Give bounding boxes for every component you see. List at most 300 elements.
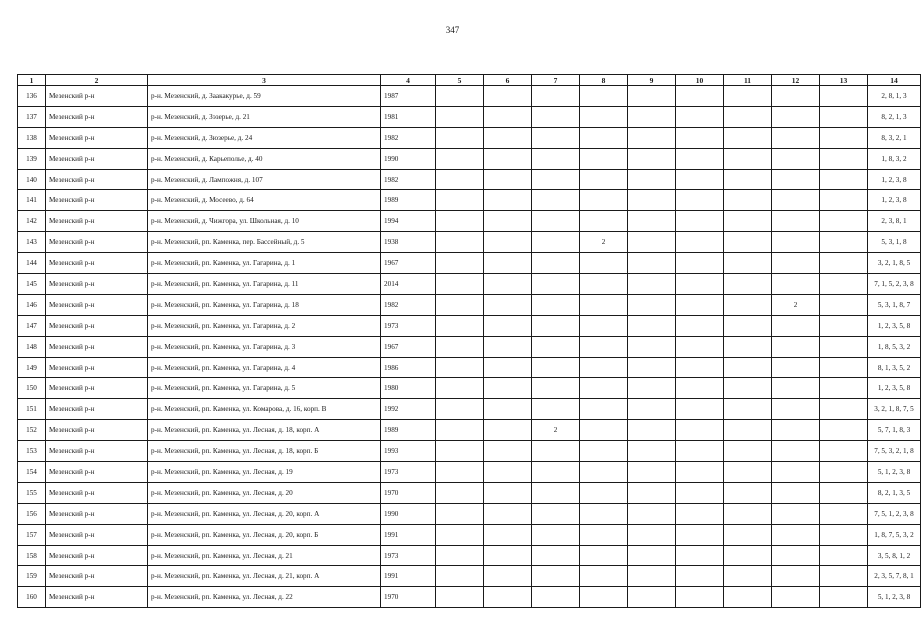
table-cell: Мезенский р-н xyxy=(46,86,148,107)
table-cell: Мезенский р-н xyxy=(46,441,148,462)
table-cell: р-н. Мезенский, рп. Каменка, ул. Лесная, д. 21, корп. А xyxy=(148,566,381,587)
table-cell xyxy=(484,378,532,399)
table-cell xyxy=(676,274,724,295)
table-row xyxy=(18,399,921,420)
table-cell xyxy=(484,482,532,503)
table-cell xyxy=(676,169,724,190)
table-cell: 148 xyxy=(18,336,46,357)
table-cell: 2 xyxy=(580,232,628,253)
table-cell: 1990 xyxy=(381,148,436,169)
table-cell xyxy=(724,169,772,190)
table-cell xyxy=(724,420,772,441)
table-cell xyxy=(724,274,772,295)
table-cell: 1973 xyxy=(381,545,436,566)
table-row xyxy=(18,148,921,169)
table-cell xyxy=(484,127,532,148)
table-row xyxy=(18,106,921,127)
table-cell: р-н. Мезенский, рп. Каменка, ул. Гагарина, д. 1 xyxy=(148,253,381,274)
table-cell: 150 xyxy=(18,378,46,399)
table-cell: р-н. Мезенский, д. Мосеево, д. 64 xyxy=(148,190,381,211)
table-row xyxy=(18,336,921,357)
table-cell xyxy=(676,232,724,253)
table-cell xyxy=(772,357,820,378)
table-cell xyxy=(724,232,772,253)
page-number: 347 xyxy=(445,25,460,35)
column-header: 9 xyxy=(628,75,676,86)
table-cell: р-н. Мезенский, рп. Каменка, ул. Гагарина, д. 3 xyxy=(148,336,381,357)
table-cell: р-н. Мезенский, рп. Каменка, ул. Гагарина, д. 2 xyxy=(148,315,381,336)
table-row xyxy=(18,420,921,441)
table-cell xyxy=(580,169,628,190)
table-cell xyxy=(724,315,772,336)
table-cell: 139 xyxy=(18,148,46,169)
column-header: 3 xyxy=(148,75,381,86)
table-cell xyxy=(628,420,676,441)
table-body xyxy=(18,86,921,608)
table-row xyxy=(18,503,921,524)
table-cell xyxy=(772,566,820,587)
table-cell xyxy=(484,232,532,253)
table-cell: 1, 2, 3, 8 xyxy=(868,190,921,211)
table-cell xyxy=(532,294,580,315)
table-cell xyxy=(772,148,820,169)
table-cell: 141 xyxy=(18,190,46,211)
table-cell xyxy=(628,127,676,148)
table-cell xyxy=(820,420,868,441)
column-header: 1 xyxy=(18,75,46,86)
table-cell xyxy=(820,169,868,190)
table-cell xyxy=(484,336,532,357)
table-cell: 1993 xyxy=(381,441,436,462)
table-cell xyxy=(676,106,724,127)
table-cell xyxy=(724,482,772,503)
table-cell xyxy=(532,274,580,295)
table-cell: 1, 2, 3, 8 xyxy=(868,169,921,190)
column-header: 5 xyxy=(436,75,484,86)
table-cell: Мезенский р-н xyxy=(46,378,148,399)
table-cell xyxy=(820,441,868,462)
table-cell: 2, 8, 1, 3 xyxy=(868,86,921,107)
table-cell xyxy=(484,462,532,483)
table-cell xyxy=(820,524,868,545)
table-cell xyxy=(820,148,868,169)
table-cell: Мезенский р-н xyxy=(46,127,148,148)
table-cell: 1973 xyxy=(381,315,436,336)
table-cell xyxy=(724,524,772,545)
table-cell xyxy=(820,545,868,566)
table-cell xyxy=(772,211,820,232)
table-cell xyxy=(436,441,484,462)
table-cell xyxy=(628,190,676,211)
table-cell xyxy=(532,232,580,253)
table-cell xyxy=(772,232,820,253)
table-cell xyxy=(820,294,868,315)
table-cell xyxy=(484,315,532,336)
table-cell xyxy=(628,294,676,315)
table-cell xyxy=(436,336,484,357)
table-cell xyxy=(436,482,484,503)
table-cell xyxy=(628,482,676,503)
table-cell xyxy=(436,127,484,148)
table-cell xyxy=(436,106,484,127)
table-cell xyxy=(628,462,676,483)
table-cell xyxy=(724,503,772,524)
table-cell xyxy=(676,127,724,148)
table-cell: 8, 1, 3, 5, 2 xyxy=(868,357,921,378)
table-cell: Мезенский р-н xyxy=(46,190,148,211)
table-cell xyxy=(772,253,820,274)
table-cell xyxy=(628,106,676,127)
table-cell xyxy=(724,566,772,587)
table-cell xyxy=(484,357,532,378)
table-cell: 3, 5, 8, 1, 2 xyxy=(868,545,921,566)
table-cell: р-н. Мезенский, рп. Каменка, пер. Бассейный, д. 5 xyxy=(148,232,381,253)
table-cell xyxy=(772,274,820,295)
table-cell xyxy=(436,274,484,295)
table-cell xyxy=(724,545,772,566)
table-cell: 157 xyxy=(18,524,46,545)
table-cell xyxy=(484,253,532,274)
table-cell xyxy=(532,587,580,608)
table-cell xyxy=(820,232,868,253)
table-cell: 1989 xyxy=(381,420,436,441)
table-cell xyxy=(580,482,628,503)
table-cell: Мезенский р-н xyxy=(46,357,148,378)
table-cell: 149 xyxy=(18,357,46,378)
table-cell xyxy=(532,503,580,524)
table-cell xyxy=(772,524,820,545)
table-cell: 1967 xyxy=(381,336,436,357)
table-cell xyxy=(676,211,724,232)
table-cell: 5, 3, 1, 8, 7 xyxy=(868,294,921,315)
table-cell: 159 xyxy=(18,566,46,587)
table-cell xyxy=(628,545,676,566)
table-cell xyxy=(532,106,580,127)
table-cell: Мезенский р-н xyxy=(46,232,148,253)
table-cell xyxy=(628,274,676,295)
table-cell: 1970 xyxy=(381,482,436,503)
table-cell xyxy=(820,315,868,336)
table-cell: р-н. Мезенский, рп. Каменка, ул. Лесная, д. 20, корп. Б xyxy=(148,524,381,545)
table-cell xyxy=(484,294,532,315)
table-cell: 1938 xyxy=(381,232,436,253)
table-cell xyxy=(436,315,484,336)
table-cell xyxy=(436,587,484,608)
table-cell xyxy=(820,190,868,211)
table-cell xyxy=(772,420,820,441)
table-cell: 1987 xyxy=(381,86,436,107)
table-cell: 8, 2, 1, 3 xyxy=(868,106,921,127)
table-row xyxy=(18,378,921,399)
table-row xyxy=(18,482,921,503)
table-cell xyxy=(532,169,580,190)
table-cell: 2 xyxy=(532,420,580,441)
table-cell: р-н. Мезенский, рп. Каменка, ул. Лесная, д. 20 xyxy=(148,482,381,503)
table-cell: Мезенский р-н xyxy=(46,503,148,524)
table-cell: 142 xyxy=(18,211,46,232)
table-cell: 154 xyxy=(18,462,46,483)
table-cell xyxy=(820,357,868,378)
table-cell xyxy=(724,148,772,169)
table-cell: Мезенский р-н xyxy=(46,587,148,608)
table-row xyxy=(18,86,921,107)
table-cell xyxy=(580,399,628,420)
table-cell xyxy=(580,190,628,211)
table-cell xyxy=(676,86,724,107)
table-cell: 1994 xyxy=(381,211,436,232)
table-cell xyxy=(436,503,484,524)
table-row xyxy=(18,357,921,378)
table-cell: 5, 7, 1, 8, 3 xyxy=(868,420,921,441)
table-cell: Мезенский р-н xyxy=(46,462,148,483)
table-cell: 147 xyxy=(18,315,46,336)
table-cell: 2, 3, 8, 1 xyxy=(868,211,921,232)
table-cell xyxy=(772,462,820,483)
table-cell: 1992 xyxy=(381,399,436,420)
table-cell xyxy=(580,566,628,587)
table-cell xyxy=(484,106,532,127)
table-cell xyxy=(580,441,628,462)
table-cell: 143 xyxy=(18,232,46,253)
table-cell xyxy=(580,545,628,566)
table-cell xyxy=(676,462,724,483)
table-cell xyxy=(436,420,484,441)
table-cell: 1982 xyxy=(381,127,436,148)
table-cell xyxy=(484,566,532,587)
table-cell: р-н. Мезенский, д. Чижгора, ул. Школьная, д. 10 xyxy=(148,211,381,232)
table-cell xyxy=(532,190,580,211)
table-cell: р-н. Мезенский, д. Лампожня, д. 107 xyxy=(148,169,381,190)
table-cell xyxy=(532,378,580,399)
table-cell: р-н. Мезенский, рп. Каменка, ул. Гагарина, д. 11 xyxy=(148,274,381,295)
table-cell: 1973 xyxy=(381,462,436,483)
table-cell xyxy=(580,587,628,608)
table-cell: 7, 5, 1, 2, 3, 8 xyxy=(868,503,921,524)
table-cell xyxy=(436,524,484,545)
table-cell xyxy=(772,587,820,608)
table-cell xyxy=(532,566,580,587)
table-cell: 136 xyxy=(18,86,46,107)
table-cell xyxy=(580,253,628,274)
table-cell: 1981 xyxy=(381,106,436,127)
table-row xyxy=(18,587,921,608)
table-cell xyxy=(580,315,628,336)
column-header: 2 xyxy=(46,75,148,86)
table-cell: р-н. Мезенский, рп. Каменка, ул. Лесная, д. 20, корп. А xyxy=(148,503,381,524)
table-cell xyxy=(580,86,628,107)
table-cell: 7, 5, 3, 2, 1, 8 xyxy=(868,441,921,462)
table-cell xyxy=(484,169,532,190)
table-cell xyxy=(532,524,580,545)
table-cell: Мезенский р-н xyxy=(46,545,148,566)
table-cell xyxy=(820,462,868,483)
table-cell xyxy=(676,503,724,524)
table-cell xyxy=(724,86,772,107)
table-cell: 1980 xyxy=(381,378,436,399)
table-row xyxy=(18,545,921,566)
table-cell: 2 xyxy=(772,294,820,315)
table-cell: Мезенский р-н xyxy=(46,169,148,190)
table-row xyxy=(18,462,921,483)
table-cell xyxy=(628,378,676,399)
table-row xyxy=(18,315,921,336)
table-cell xyxy=(580,503,628,524)
table-cell: 155 xyxy=(18,482,46,503)
table-cell: 5, 3, 1, 8 xyxy=(868,232,921,253)
table-cell xyxy=(436,211,484,232)
table-cell: 1, 8, 7, 5, 3, 2 xyxy=(868,524,921,545)
table-cell xyxy=(676,336,724,357)
table-cell: р-н. Мезенский, д. Зюзерье, д. 24 xyxy=(148,127,381,148)
table-cell xyxy=(772,127,820,148)
table-cell xyxy=(436,357,484,378)
table-cell: 1970 xyxy=(381,587,436,608)
table-cell xyxy=(772,503,820,524)
table-cell xyxy=(532,148,580,169)
table-cell: 1, 2, 3, 5, 8 xyxy=(868,378,921,399)
table-cell xyxy=(628,211,676,232)
column-header: 6 xyxy=(484,75,532,86)
table-cell xyxy=(628,524,676,545)
table-cell xyxy=(820,566,868,587)
table-cell xyxy=(532,253,580,274)
table-cell xyxy=(628,253,676,274)
table-cell xyxy=(820,587,868,608)
table-cell xyxy=(676,587,724,608)
table-cell xyxy=(628,315,676,336)
table-cell: 151 xyxy=(18,399,46,420)
table-row xyxy=(18,232,921,253)
table-row xyxy=(18,524,921,545)
column-header: 11 xyxy=(724,75,772,86)
table-cell: 1982 xyxy=(381,169,436,190)
table-cell xyxy=(820,86,868,107)
table-cell xyxy=(580,294,628,315)
table-cell xyxy=(676,294,724,315)
table-cell: 138 xyxy=(18,127,46,148)
table-cell xyxy=(436,378,484,399)
table-cell: 140 xyxy=(18,169,46,190)
table-cell xyxy=(724,106,772,127)
column-header: 14 xyxy=(868,75,921,86)
table-cell: 137 xyxy=(18,106,46,127)
table-cell xyxy=(772,336,820,357)
table-cell xyxy=(676,566,724,587)
table-cell xyxy=(532,482,580,503)
table-cell xyxy=(484,274,532,295)
table-cell: 156 xyxy=(18,503,46,524)
table-cell: Мезенский р-н xyxy=(46,420,148,441)
table-cell xyxy=(484,587,532,608)
table-cell: 2014 xyxy=(381,274,436,295)
table-cell xyxy=(484,190,532,211)
table-cell xyxy=(628,232,676,253)
table-cell xyxy=(436,169,484,190)
table-cell: р-н. Мезенский, рп. Каменка, ул. Лесная, д. 22 xyxy=(148,587,381,608)
table-cell xyxy=(628,169,676,190)
table-cell: Мезенский р-н xyxy=(46,399,148,420)
table-cell: 152 xyxy=(18,420,46,441)
table-cell xyxy=(820,211,868,232)
table-cell xyxy=(436,462,484,483)
table-row xyxy=(18,274,921,295)
table-cell xyxy=(484,503,532,524)
table-cell xyxy=(628,148,676,169)
table-row xyxy=(18,127,921,148)
table-header-row xyxy=(18,75,921,86)
table-cell xyxy=(484,211,532,232)
table-cell: 1989 xyxy=(381,190,436,211)
table-cell: 1991 xyxy=(381,566,436,587)
table-cell: 8, 2, 1, 3, 5 xyxy=(868,482,921,503)
table-row xyxy=(18,566,921,587)
table-cell xyxy=(676,315,724,336)
table-cell xyxy=(724,462,772,483)
column-header: 8 xyxy=(580,75,628,86)
table-cell xyxy=(532,441,580,462)
table-cell xyxy=(676,148,724,169)
table-cell xyxy=(484,399,532,420)
table-cell: р-н. Мезенский, рп. Каменка, ул. Комарова, д. 16, корп. В xyxy=(148,399,381,420)
table-cell xyxy=(628,86,676,107)
table-cell xyxy=(820,274,868,295)
table-cell xyxy=(676,482,724,503)
table-cell: 1967 xyxy=(381,253,436,274)
table-cell xyxy=(676,399,724,420)
table-row xyxy=(18,253,921,274)
table-cell: 3, 2, 1, 8, 5 xyxy=(868,253,921,274)
table-cell xyxy=(436,545,484,566)
table-cell xyxy=(820,336,868,357)
table-cell xyxy=(484,441,532,462)
table-cell xyxy=(580,357,628,378)
table-cell xyxy=(724,441,772,462)
table-cell xyxy=(724,587,772,608)
table-cell: 5, 1, 2, 3, 8 xyxy=(868,587,921,608)
column-header: 10 xyxy=(676,75,724,86)
table-cell xyxy=(724,127,772,148)
table-cell xyxy=(628,441,676,462)
table-cell xyxy=(724,378,772,399)
table-cell: р-н. Мезенский, рп. Каменка, ул. Гагарина, д. 18 xyxy=(148,294,381,315)
table-cell xyxy=(724,357,772,378)
table-cell xyxy=(532,357,580,378)
table-cell xyxy=(772,86,820,107)
table-cell: р-н. Мезенский, рп. Каменка, ул. Гагарина, д. 4 xyxy=(148,357,381,378)
table-cell xyxy=(772,106,820,127)
table-cell xyxy=(532,86,580,107)
table-cell xyxy=(820,503,868,524)
table-cell xyxy=(532,127,580,148)
table-cell xyxy=(580,336,628,357)
table-cell: Мезенский р-н xyxy=(46,566,148,587)
table-cell xyxy=(772,169,820,190)
column-header: 4 xyxy=(381,75,436,86)
table-cell xyxy=(772,378,820,399)
table-cell xyxy=(532,336,580,357)
table-cell xyxy=(724,399,772,420)
table-cell xyxy=(436,190,484,211)
table-cell: 3, 2, 1, 8, 7, 5 xyxy=(868,399,921,420)
table-cell xyxy=(772,441,820,462)
table-cell: Мезенский р-н xyxy=(46,524,148,545)
table-cell xyxy=(772,399,820,420)
table-cell xyxy=(532,399,580,420)
table-cell: 145 xyxy=(18,274,46,295)
table-cell xyxy=(484,524,532,545)
table-cell: 1986 xyxy=(381,357,436,378)
table-cell xyxy=(724,294,772,315)
